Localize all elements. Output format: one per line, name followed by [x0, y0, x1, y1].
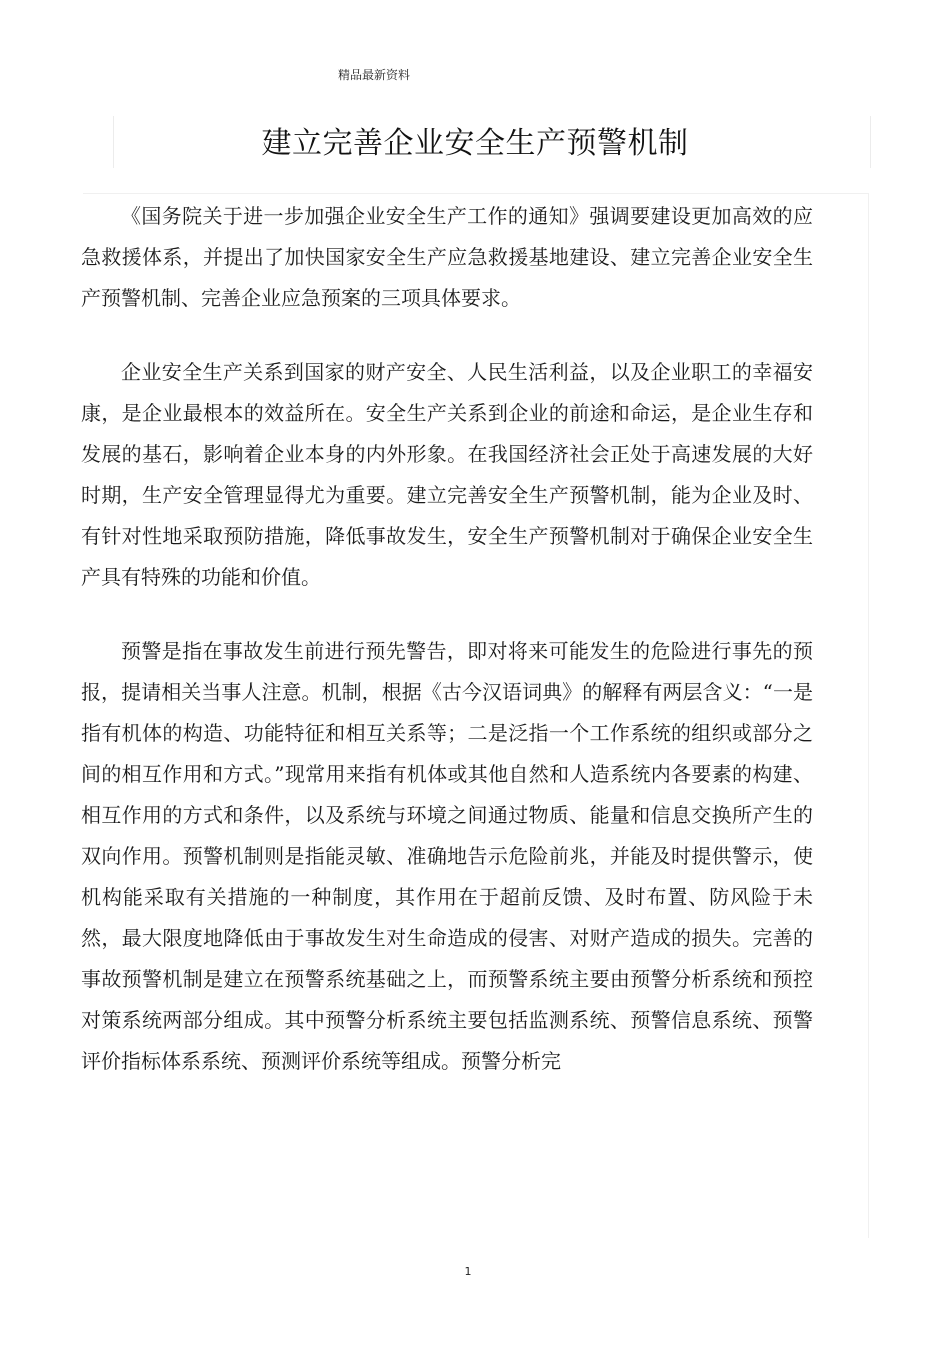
- content-frame-line: [868, 193, 869, 1238]
- document-title: 建立完善企业安全生产预警机制: [261, 126, 689, 161]
- paragraph-gap: [81, 598, 813, 631]
- paragraph-2: 企业安全生产关系到国家的财产安全、人民生活利益，以及企业职工的幸福安康，是企业最根本的效益所在。安全生产关系到企业的前途和命运，是企业生存和发展的基石，影响着企业本身的内外形象。在我国经济社会正处于高速发展的大好时期，生产安全管理显得尤为重要。建立完善安全生产预警机制，能为企业及时、有针对性地采取预防措施，降低事故发生，安全生产预警机制对于确保企业安全生产具有特殊的功能和价值。: [81, 360, 813, 589]
- document-body: [81, 196, 813, 1082]
- header-note: 精品最新资料: [338, 68, 411, 82]
- page-number: 1: [464, 1265, 472, 1278]
- title-divider: [83, 193, 869, 194]
- paragraph-3: 预警是指在事故发生前进行预先警告，即对将来可能发生的危险进行事先的预报，提请相关当事人注意。机制，根据《古今汉语词典》的解释有两层含义：“一是指有机体的构造、功能特征和相互关系等；二是泛指一个工作系统的组织或部分之间的相互作用和方式。”现常用来指有机体或其他自然和人造系统内各要素的构建、相互作用的方式和条件，以及系统与环境之间通过物质、能量和信息交换所产生的双向作用。预警机制则是指能灵敏、准确地告示危险前兆，并能及时提供警示，使机构能采取有关措施的一种制度，其作用在于超前反馈、及时布置、防风险于未然，最大限度地降低由于事故发生对生命造成的侵害、对财产造成的损失。完善的事故预警机制是建立在预警系统基础之上，而预警系统主要由预警分析系统和预控对策系统两部分组成。其中预警分析系统主要包括监测系统、预警信息系统、预警评价指标体系系统、预测评价系统等组成。预警分析完: [81, 639, 813, 1073]
- paragraph-gap: [81, 319, 813, 352]
- paragraph-1: 《国务院关于进一步加强企业安全生产工作的通知》强调要建设更加高效的应急救援体系，并提出了加快国家安全生产应急救援基地建设、建立完善企业安全生产预警机制、完善企业应急预案的三项具体要求。: [81, 204, 813, 310]
